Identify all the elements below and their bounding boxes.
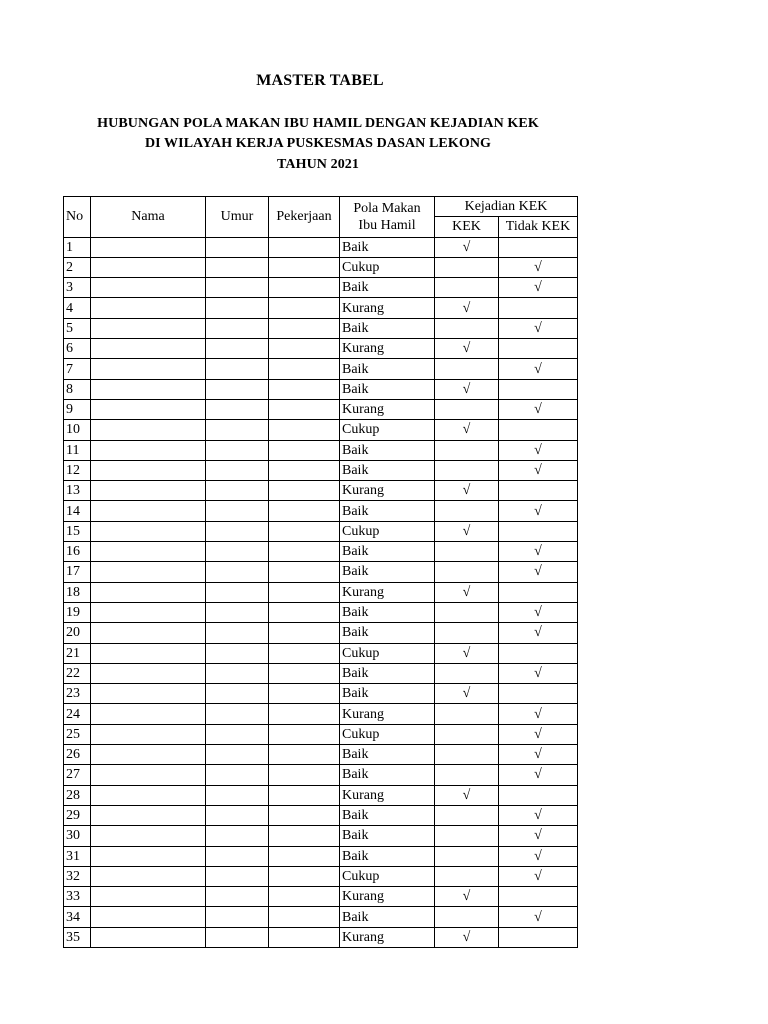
cell-pekerjaan [269,359,340,379]
cell-tidak-kek [499,339,578,359]
col-header-pola-line-2: Ibu Hamil [358,217,416,233]
cell-tidak-kek: √ [499,278,578,298]
cell-tidak-kek: √ [499,460,578,480]
table-row [64,907,578,927]
col-header-no: No [64,197,91,238]
cell-pekerjaan [269,521,340,541]
table-row [64,298,578,318]
cell-umur [206,318,269,338]
cell-kek [435,602,499,622]
cell-kek: √ [435,887,499,907]
cell-kek [435,562,499,582]
cell-pola-makan: Cukup [340,866,435,886]
col-header-pola-line-1: Pola Makan [353,200,421,216]
cell-nama [91,765,206,785]
cell-umur [206,399,269,419]
cell-tidak-kek [499,643,578,663]
cell-umur [206,257,269,277]
cell-nama [91,846,206,866]
table-row [64,785,578,805]
cell-pola-makan: Kurang [340,704,435,724]
cell-kek: √ [435,684,499,704]
cell-pola-makan: Kurang [340,298,435,318]
table-row [64,379,578,399]
cell-no: 7 [64,359,91,379]
cell-pola-makan: Kurang [340,399,435,419]
cell-tidak-kek: √ [499,399,578,419]
cell-nama [91,420,206,440]
cell-no: 2 [64,257,91,277]
cell-no: 14 [64,501,91,521]
cell-pekerjaan [269,805,340,825]
cell-pola-makan: Baik [340,907,435,927]
cell-umur [206,765,269,785]
cell-pekerjaan [269,440,340,460]
table-row [64,927,578,947]
cell-pekerjaan [269,399,340,419]
cell-pekerjaan [269,745,340,765]
cell-pekerjaan [269,724,340,744]
table-row [64,542,578,562]
cell-pekerjaan [269,907,340,927]
table-row [64,602,578,622]
cell-pekerjaan [269,704,340,724]
table-row [64,359,578,379]
cell-no: 11 [64,440,91,460]
cell-kek [435,724,499,744]
cell-no: 8 [64,379,91,399]
subtitle-line-3: TAHUN 2021 [276,157,360,172]
cell-no: 15 [64,521,91,541]
cell-kek [435,704,499,724]
cell-kek: √ [435,927,499,947]
cell-umur [206,704,269,724]
cell-umur [206,684,269,704]
cell-umur [206,460,269,480]
subtitle-line-1: HUBUNGAN POLA MAKAN IBU HAMIL DENGAN KEJADIAN KEK [97,116,539,131]
cell-tidak-kek: √ [499,663,578,683]
table-row [64,643,578,663]
cell-kek [435,826,499,846]
cell-tidak-kek [499,785,578,805]
cell-kek: √ [435,298,499,318]
cell-no: 13 [64,481,91,501]
cell-no: 35 [64,927,91,947]
table-row [64,684,578,704]
cell-pekerjaan [269,481,340,501]
cell-pola-makan: Kurang [340,887,435,907]
cell-tidak-kek: √ [499,501,578,521]
cell-tidak-kek [499,521,578,541]
cell-kek: √ [435,339,499,359]
cell-tidak-kek: √ [499,724,578,744]
cell-no: 33 [64,887,91,907]
cell-nama [91,887,206,907]
cell-tidak-kek: √ [499,623,578,643]
cell-umur [206,278,269,298]
cell-nama [91,318,206,338]
cell-no: 34 [64,907,91,927]
cell-pola-makan: Baik [340,663,435,683]
cell-pekerjaan [269,643,340,663]
cell-umur [206,846,269,866]
cell-umur [206,562,269,582]
table-row [64,399,578,419]
col-header-pola-makan [340,197,435,238]
table-row [64,521,578,541]
document-title: MASTER TABEL [256,72,384,89]
cell-nama [91,805,206,825]
cell-nama [91,582,206,602]
cell-no: 5 [64,318,91,338]
cell-no: 24 [64,704,91,724]
table-row [64,460,578,480]
table-row [64,237,578,257]
cell-tidak-kek: √ [499,826,578,846]
cell-no: 18 [64,582,91,602]
cell-tidak-kek [499,298,578,318]
table-row [64,582,578,602]
table-row [64,765,578,785]
cell-pola-makan: Baik [340,684,435,704]
cell-pola-makan: Kurang [340,582,435,602]
cell-pekerjaan [269,623,340,643]
cell-nama [91,927,206,947]
cell-umur [206,907,269,927]
cell-umur [206,927,269,947]
cell-no: 1 [64,237,91,257]
cell-nama [91,339,206,359]
cell-kek [435,623,499,643]
cell-nama [91,460,206,480]
cell-pekerjaan [269,765,340,785]
cell-nama [91,684,206,704]
cell-no: 19 [64,602,91,622]
cell-no: 9 [64,399,91,419]
cell-pola-makan: Baik [340,602,435,622]
cell-umur [206,785,269,805]
cell-nama [91,542,206,562]
cell-tidak-kek: √ [499,745,578,765]
cell-tidak-kek: √ [499,805,578,825]
cell-no: 10 [64,420,91,440]
cell-tidak-kek: √ [499,257,578,277]
cell-umur [206,298,269,318]
cell-no: 12 [64,460,91,480]
cell-pola-makan: Baik [340,501,435,521]
cell-pekerjaan [269,846,340,866]
cell-no: 25 [64,724,91,744]
master-table [63,196,578,948]
cell-no: 29 [64,805,91,825]
table-row [64,745,578,765]
cell-pola-makan: Baik [340,318,435,338]
col-header-umur: Umur [206,197,269,238]
table-row [64,257,578,277]
table-row [64,846,578,866]
cell-no: 23 [64,684,91,704]
table-row [64,826,578,846]
cell-kek: √ [435,420,499,440]
cell-kek: √ [435,237,499,257]
cell-umur [206,542,269,562]
cell-tidak-kek [499,684,578,704]
cell-kek: √ [435,521,499,541]
cell-no: 6 [64,339,91,359]
cell-kek [435,257,499,277]
cell-umur [206,745,269,765]
cell-pekerjaan [269,887,340,907]
cell-no: 20 [64,623,91,643]
cell-umur [206,724,269,744]
cell-umur [206,887,269,907]
cell-nama [91,278,206,298]
table-row [64,420,578,440]
table-row [64,724,578,744]
cell-tidak-kek [499,379,578,399]
cell-tidak-kek: √ [499,907,578,927]
cell-nama [91,440,206,460]
cell-pola-makan: Baik [340,379,435,399]
cell-pekerjaan [269,785,340,805]
subtitle-line-2: DI WILAYAH KERJA PUSKESMAS DASAN LEKONG [144,136,492,151]
cell-kek [435,460,499,480]
cell-tidak-kek: √ [499,602,578,622]
cell-kek: √ [435,643,499,663]
cell-tidak-kek: √ [499,440,578,460]
cell-pekerjaan [269,562,340,582]
cell-no: 32 [64,866,91,886]
cell-pola-makan: Cukup [340,420,435,440]
cell-pekerjaan [269,298,340,318]
cell-pekerjaan [269,339,340,359]
cell-nama [91,866,206,886]
cell-pekerjaan [269,602,340,622]
cell-kek [435,399,499,419]
cell-nama [91,399,206,419]
cell-kek: √ [435,785,499,805]
cell-umur [206,663,269,683]
cell-no: 28 [64,785,91,805]
cell-pekerjaan [269,927,340,947]
cell-tidak-kek [499,237,578,257]
cell-nama [91,724,206,744]
cell-nama [91,602,206,622]
cell-tidak-kek [499,420,578,440]
cell-tidak-kek: √ [499,318,578,338]
cell-tidak-kek: √ [499,765,578,785]
cell-pekerjaan [269,237,340,257]
cell-pola-makan: Baik [340,562,435,582]
cell-kek [435,907,499,927]
cell-kek [435,846,499,866]
cell-tidak-kek: √ [499,866,578,886]
cell-nama [91,379,206,399]
cell-pekerjaan [269,278,340,298]
cell-pola-makan: Baik [340,542,435,562]
cell-umur [206,643,269,663]
table-body [64,237,578,947]
cell-pekerjaan [269,420,340,440]
cell-umur [206,521,269,541]
cell-pola-makan: Kurang [340,927,435,947]
cell-nama [91,745,206,765]
table-row [64,623,578,643]
cell-tidak-kek: √ [499,562,578,582]
cell-no: 30 [64,826,91,846]
cell-kek [435,745,499,765]
cell-tidak-kek [499,887,578,907]
cell-tidak-kek [499,927,578,947]
cell-pekerjaan [269,866,340,886]
cell-pola-makan: Kurang [340,785,435,805]
cell-pola-makan: Baik [340,805,435,825]
cell-nama [91,298,206,318]
cell-kek: √ [435,379,499,399]
table-row [64,704,578,724]
cell-pekerjaan [269,318,340,338]
cell-pekerjaan [269,379,340,399]
cell-kek [435,663,499,683]
cell-no: 3 [64,278,91,298]
cell-no: 17 [64,562,91,582]
cell-pola-makan: Cukup [340,521,435,541]
cell-umur [206,420,269,440]
cell-umur [206,602,269,622]
cell-nama [91,826,206,846]
cell-pekerjaan [269,684,340,704]
cell-nama [91,521,206,541]
header-row-1 [64,197,578,217]
cell-nama [91,663,206,683]
cell-pola-makan: Baik [340,460,435,480]
cell-umur [206,582,269,602]
cell-pola-makan: Baik [340,745,435,765]
table-row [64,339,578,359]
cell-tidak-kek: √ [499,359,578,379]
cell-umur [206,501,269,521]
cell-pola-makan: Baik [340,623,435,643]
cell-nama [91,562,206,582]
cell-pola-makan: Baik [340,359,435,379]
cell-tidak-kek: √ [499,846,578,866]
cell-nama [91,359,206,379]
cell-pola-makan: Baik [340,765,435,785]
cell-umur [206,866,269,886]
cell-nama [91,907,206,927]
cell-umur [206,805,269,825]
table-row [64,318,578,338]
cell-pekerjaan [269,257,340,277]
cell-kek [435,805,499,825]
cell-no: 26 [64,745,91,765]
table-row [64,866,578,886]
cell-umur [206,481,269,501]
cell-nama [91,785,206,805]
cell-nama [91,501,206,521]
cell-nama [91,481,206,501]
cell-umur [206,359,269,379]
cell-pola-makan: Baik [340,826,435,846]
cell-pekerjaan [269,663,340,683]
cell-tidak-kek [499,481,578,501]
cell-no: 4 [64,298,91,318]
col-header-tidak-kek: Tidak KEK [499,217,578,237]
cell-umur [206,826,269,846]
cell-pekerjaan [269,460,340,480]
cell-pekerjaan [269,826,340,846]
cell-tidak-kek [499,582,578,602]
cell-pekerjaan [269,542,340,562]
col-header-kejadian-kek: Kejadian KEK [435,197,578,217]
cell-pola-makan: Cukup [340,724,435,744]
cell-kek: √ [435,481,499,501]
cell-pekerjaan [269,501,340,521]
cell-kek [435,440,499,460]
cell-umur [206,440,269,460]
table-row [64,440,578,460]
cell-pola-makan: Kurang [340,339,435,359]
cell-pola-makan: Cukup [340,643,435,663]
cell-umur [206,379,269,399]
cell-pola-makan: Kurang [340,481,435,501]
cell-no: 22 [64,663,91,683]
col-header-pekerjaan: Pekerjaan [269,197,340,238]
cell-pola-makan: Baik [340,278,435,298]
cell-pola-makan: Cukup [340,257,435,277]
cell-kek [435,866,499,886]
cell-pola-makan: Baik [340,846,435,866]
cell-no: 21 [64,643,91,663]
table-row [64,481,578,501]
cell-kek [435,318,499,338]
cell-nama [91,643,206,663]
cell-kek [435,278,499,298]
table-header [64,197,578,238]
cell-umur [206,339,269,359]
table-row [64,501,578,521]
cell-tidak-kek: √ [499,704,578,724]
cell-kek [435,501,499,521]
cell-umur [206,623,269,643]
cell-kek [435,359,499,379]
table-row [64,805,578,825]
cell-no: 16 [64,542,91,562]
cell-no: 27 [64,765,91,785]
cell-pola-makan: Baik [340,440,435,460]
cell-nama [91,257,206,277]
cell-pola-makan: Baik [340,237,435,257]
cell-nama [91,623,206,643]
col-header-nama: Nama [91,197,206,238]
cell-tidak-kek: √ [499,542,578,562]
cell-umur [206,237,269,257]
table-row [64,562,578,582]
cell-kek: √ [435,582,499,602]
cell-kek [435,765,499,785]
cell-nama [91,704,206,724]
cell-pekerjaan [269,582,340,602]
col-header-kek: KEK [435,217,499,237]
table-row [64,278,578,298]
table-row [64,887,578,907]
cell-kek [435,542,499,562]
table-row [64,663,578,683]
cell-nama [91,237,206,257]
cell-no: 31 [64,846,91,866]
